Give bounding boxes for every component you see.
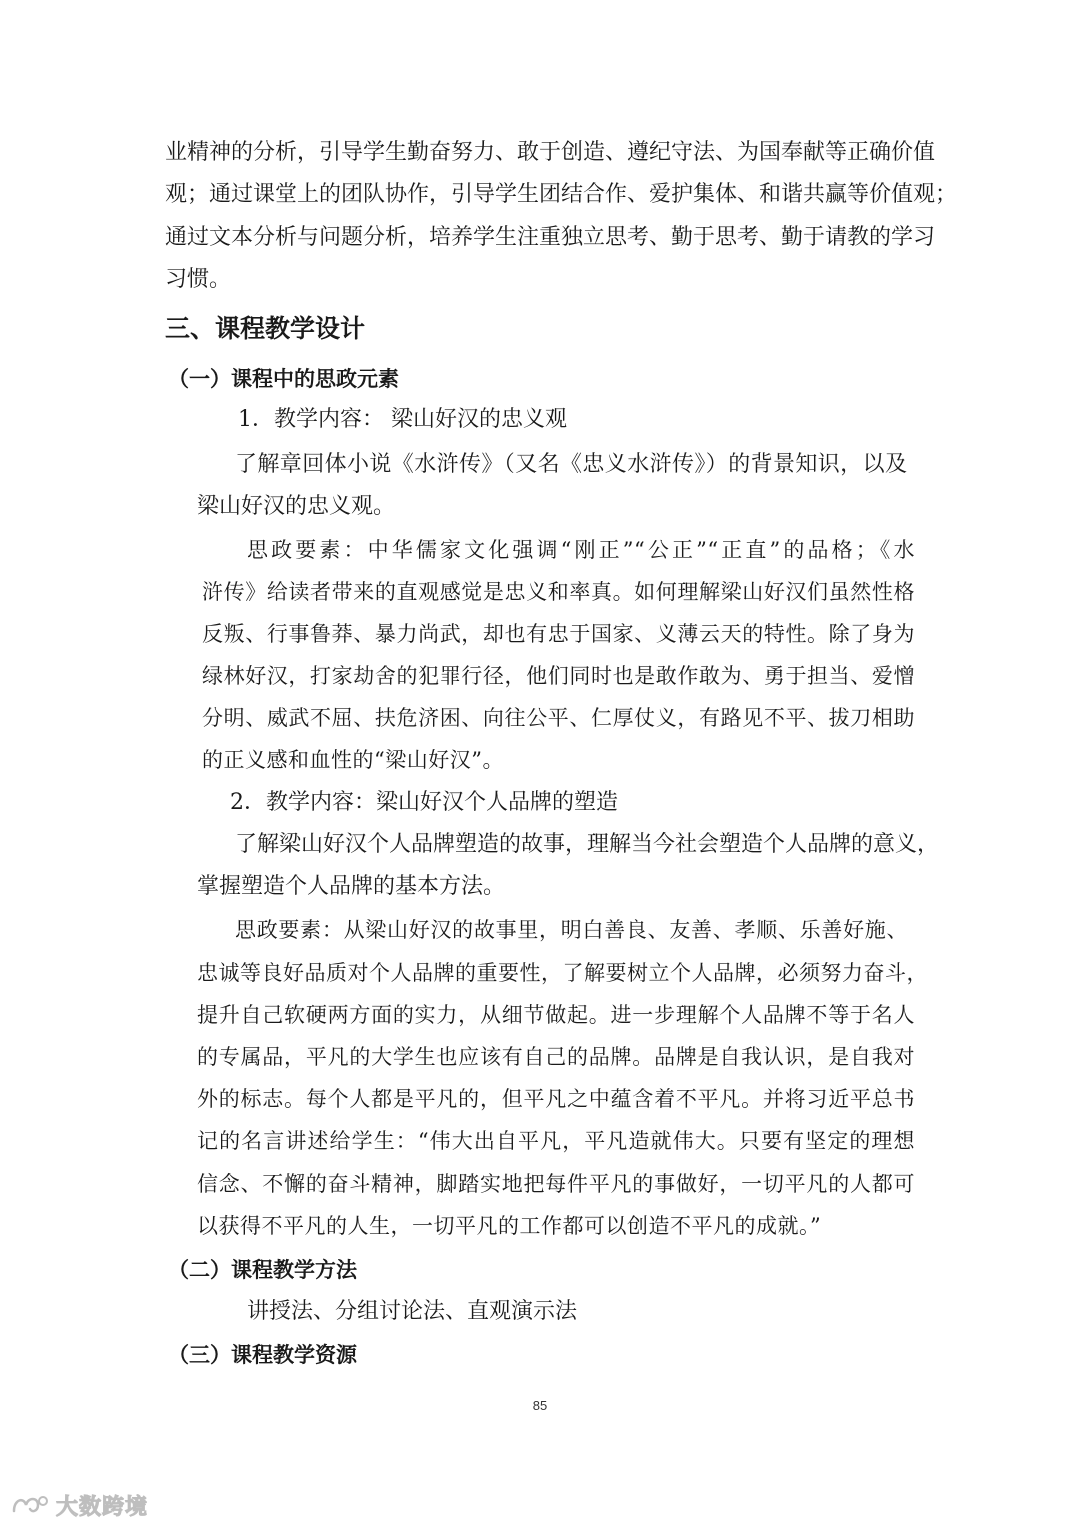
body-line: 了解梁山好汉个人品牌塑造的故事，理解当今社会塑造个人品牌的意义， [235, 832, 940, 857]
subsection-heading: （二）课程教学方法 [168, 1258, 357, 1282]
sizheng-line: 思政要素：从梁山好汉的故事里，明白善良、友善、孝顺、乐善好施、 [235, 918, 908, 942]
sizheng-line: 思政要素：中华儒家文化强调“刚正”“公正”“正直”的品格；《水 [247, 538, 915, 562]
sizheng-line: 以获得不平凡的人生，一切平凡的工作都可以创造不平凡的成就。” [197, 1214, 822, 1238]
body-line: 通过文本分析与问题分析，培养学生注重独立思考、勤于思考、勤于请教的学习 [165, 225, 936, 250]
body-line: 掌握塑造个人品牌的基本方法。 [197, 874, 506, 899]
body-line: 梁山好汉的忠义观。 [197, 494, 396, 519]
watermark [10, 1490, 148, 1521]
subsection-heading: （三）课程教学资源 [168, 1343, 357, 1367]
body-line: 了解章回体小说《水浒传》（又名《忠义水浒传》）的背景知识，以及 [235, 452, 907, 477]
sizheng-line: 的正义感和血性的“梁山好汉”。 [202, 748, 504, 772]
sizheng-line: 分明、威武不屈、扶危济困、向往公平、仁厚仗义，有路见不平、拔刀相助 [202, 706, 915, 730]
sizheng-line: 外的标志。每个人都是平凡的，但平凡之中蕴含着不平凡。并将习近平总书 [197, 1087, 915, 1111]
subsection-heading: （一）课程中的思政元素 [168, 367, 399, 391]
item-title: 1．教学内容： 梁山好汉的忠义观 [238, 407, 567, 432]
sizheng-line: 的专属品，平凡的大学生也应该有自己的品牌。品牌是自我认识，是自我对 [197, 1045, 915, 1069]
sizheng-line: 信念、不懈的奋斗精神，脚踏实地把每件平凡的事做好，一切平凡的人都可 [197, 1172, 915, 1196]
watermark-text: 大数跨境 [56, 1495, 149, 1520]
body-line: 观；通过课堂上的团队协作，引导学生团结合作、爱护集体、和谐共赢等价值观； [165, 182, 958, 207]
logo-icon [10, 1491, 50, 1521]
section-heading: 三、课程教学设计 [165, 314, 366, 343]
sizheng-line: 记的名言讲述给学生：“伟大出自平凡，平凡造就伟大。只要有坚定的理想 [197, 1129, 915, 1153]
body-line: 讲授法、分组讨论法、直观演示法 [247, 1299, 578, 1324]
sizheng-line: 绿林好汉，打家劫舍的犯罪行径，他们同时也是敢作敢为、勇于担当、爱憎 [202, 664, 915, 688]
sizheng-line: 浒传》给读者带来的直观感觉是忠义和率真。如何理解梁山好汉们虽然性格 [202, 580, 915, 604]
page-number: 85 [532, 1398, 548, 1413]
body-line: 业精神的分析，引导学生勤奋努力、敢于创造、遵纪守法、为国奉献等正确价值 [165, 140, 936, 165]
sizheng-line: 提升自己软硬两方面的实力，从细节做起。进一步理解个人品牌不等于名人 [197, 1003, 915, 1027]
body-line: 习惯。 [165, 267, 232, 292]
sizheng-line: 忠诚等良好品质对个人品牌的重要性，了解要树立个人品牌，必须努力奋斗， [197, 961, 928, 985]
item-title: 2．教学内容：梁山好汉个人品牌的塑造 [230, 790, 618, 815]
sizheng-line: 反叛、行事鲁莽、暴力尚武，却也有忠于国家、义薄云天的特性。除了身为 [202, 622, 915, 646]
